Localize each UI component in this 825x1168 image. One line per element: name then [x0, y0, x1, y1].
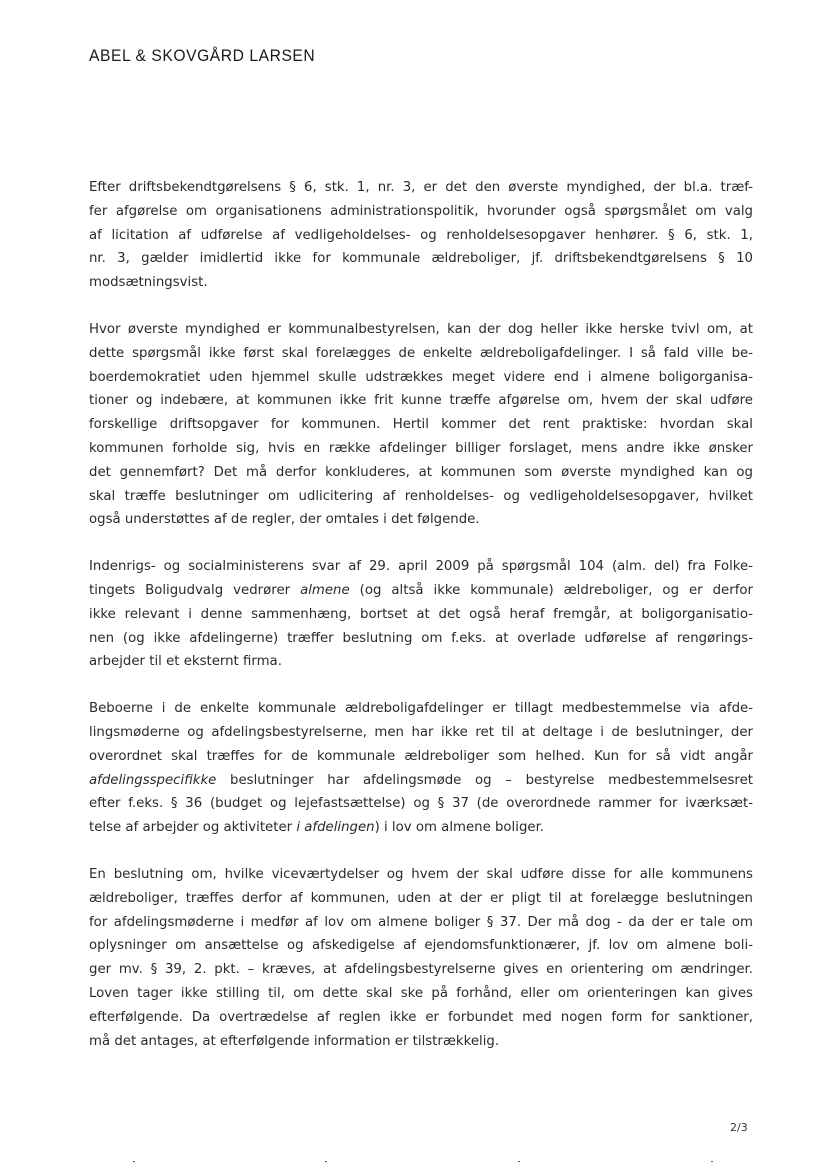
paragraph [89, 697, 753, 840]
text-run: ) i lov om almene boliger. [374, 820, 545, 836]
text-run: skal træffe beslutninger om udlicitering af renholdelses- og vedligeholdelsesopgaver, hvilket [89, 488, 753, 504]
text-run: ældreboliger, træffes derfor af kommunen, uden at der er pligt til at forelægge beslutningen [89, 890, 753, 906]
text-run: overordnet skal træffes for de kommunale ældreboliger som helhed. Kun for så vidt angår [89, 748, 753, 764]
text-line [89, 366, 753, 390]
paragraph [89, 176, 753, 295]
text-line [89, 271, 753, 295]
text-run: dette spørgsmål ikke først skal forelægges de enkelte ældreboligafdelinger. I så fald ville be- [89, 345, 753, 361]
text-run: ikke relevant i denne sammenhæng, bortset at det også heraf fremgår, at boligorganisatio- [89, 606, 753, 622]
text-run: kommunen forholde sig, hvis en række afdelinger billiger forslaget, mens andre ikke ønsker [89, 440, 753, 456]
text-line [89, 389, 753, 413]
text-run: modsætningsvist. [89, 275, 208, 291]
text-line [89, 508, 753, 532]
text-run: lingsmøderne og afdelingsbestyrelserne, men har ikke ret til at deltage i de beslutninger, der [89, 724, 753, 740]
text-line [89, 627, 753, 651]
text-line [89, 437, 753, 461]
text-line [89, 982, 753, 1006]
text-run: telse af arbejder og aktiviteter [89, 820, 297, 836]
emphasis-text: i afdelingen [296, 820, 375, 836]
text-run: arbejder til et eksternt firma. [89, 654, 282, 670]
text-run: fer afgørelse om organisationens administrationspolitik, hvorunder også spørgsmålet om valg [89, 203, 753, 219]
text-run: Hvor øverste myndighed er kommunalbestyrelsen, kan der dog heller ikke herske tvivl om, at [89, 321, 753, 337]
text-line [89, 650, 753, 674]
text-line [89, 816, 753, 840]
letterhead-firm-name: ABEL & SKOVGÅRD LARSEN [89, 46, 316, 65]
text-run: af licitation af udførelse af vedligeholdelses- og renholdelsesopgaver henhører. § 6, stk. 1, [89, 227, 753, 243]
text-line [89, 413, 753, 437]
text-line [89, 721, 753, 745]
scan-mark [711, 1161, 713, 1162]
text-line [89, 1030, 753, 1054]
document-body [89, 176, 753, 1076]
emphasis-text: afdelingsspecifikke [89, 772, 217, 788]
text-line [89, 792, 753, 816]
text-line [89, 555, 753, 579]
text-run: En beslutning om, hvilke viceværtydelser og hvem der skal udføre disse for alle kommunens [89, 866, 753, 882]
text-run: efterfølgende. Da overtrædelse af reglen ikke er forbundet med nogen form for sanktioner, [89, 1009, 753, 1025]
text-line [89, 1006, 753, 1030]
text-run: ger mv. § 39, 2. pkt. – kræves, at afdelingsbestyrelserne gives en orientering om ændringer. [89, 962, 753, 978]
emphasis-text: almene [300, 582, 350, 598]
text-run: oplysninger om ansættelse og afskedigelse af ejendomsfunktionærer, jf. lov om almene boli- [89, 938, 753, 954]
paragraph [89, 555, 753, 674]
text-run: nr. 3, gælder imidlertid ikke for kommunale ældreboliger, jf. driftsbekendtgørelsens § 10 [89, 251, 753, 267]
text-line [89, 247, 753, 271]
text-line [89, 342, 753, 366]
text-run: tingets Boligudvalg vedrører [89, 582, 301, 598]
text-run: tioner og indebære, at kommunen ikke frit kunne træffe afgørelse om, hvem der skal udføre [89, 393, 753, 409]
text-run: nen (og ikke afdelingerne) træffer beslutning om f.eks. at overlade udførelse af rengørings- [89, 630, 753, 646]
text-run: (og altså ikke kommunale) ældreboliger, og er derfor [349, 582, 753, 598]
text-run: Loven tager ikke stilling til, om dette skal ske på forhånd, eller om orienteringen kan gives [89, 985, 753, 1001]
text-run: Efter driftsbekendtgørelsens § 6, stk. 1, nr. 3, er det den øverste myndighed, der bl.a. træf- [89, 180, 753, 195]
text-line [89, 958, 753, 982]
text-line [89, 863, 753, 887]
text-line [89, 485, 753, 509]
text-run: må det antages, at efterfølgende information er tilstrækkelig. [89, 1033, 500, 1049]
page-number: 2/3 [730, 1121, 748, 1134]
text-line [89, 697, 753, 721]
text-line [89, 745, 753, 769]
text-line [89, 176, 753, 200]
text-run: Beboerne i de enkelte kommunale ældreboligafdelinger er tillagt medbestemmelse via afde- [89, 701, 753, 717]
scan-mark [133, 1161, 135, 1162]
text-run: for afdelingsmøderne i medfør af lov om almene boliger § 37. Der må dog - da der er tale om [89, 914, 753, 930]
scan-mark [325, 1161, 327, 1162]
text-run: Indenrigs- og socialministerens svar af 29. april 2009 på spørgsmål 104 (alm. del) fra Folke- [89, 559, 753, 575]
text-line [89, 318, 753, 342]
paragraph [89, 318, 753, 532]
text-run: det gennemført? Det må derfor konkluderes, at kommunen som øverste myndighed kan og [89, 464, 753, 480]
paragraph [89, 863, 753, 1053]
text-line [89, 769, 753, 793]
text-line [89, 911, 753, 935]
text-line [89, 887, 753, 911]
text-line [89, 200, 753, 224]
text-line [89, 603, 753, 627]
text-run: efter f.eks. § 36 (budget og lejefastsættelse) og § 37 (de overordnede rammer for iværksæt- [89, 796, 753, 812]
text-run: også understøttes af de regler, der omtales i det følgende. [89, 512, 480, 528]
text-run: beslutninger har afdelingsmøde og – bestyrelse medbestemmelsesret [216, 772, 753, 788]
text-line [89, 461, 753, 485]
scan-mark [518, 1161, 520, 1162]
text-run: forskellige driftsopgaver for kommunen. Hertil kommer det rent praktiske: hvordan skal [89, 417, 753, 433]
text-line [89, 224, 753, 248]
text-line [89, 579, 753, 603]
text-line [89, 934, 753, 958]
text-run: boerdemokratiet uden hjemmel skulle udstrækkes meget videre end i almene boligorganisa- [89, 369, 753, 385]
